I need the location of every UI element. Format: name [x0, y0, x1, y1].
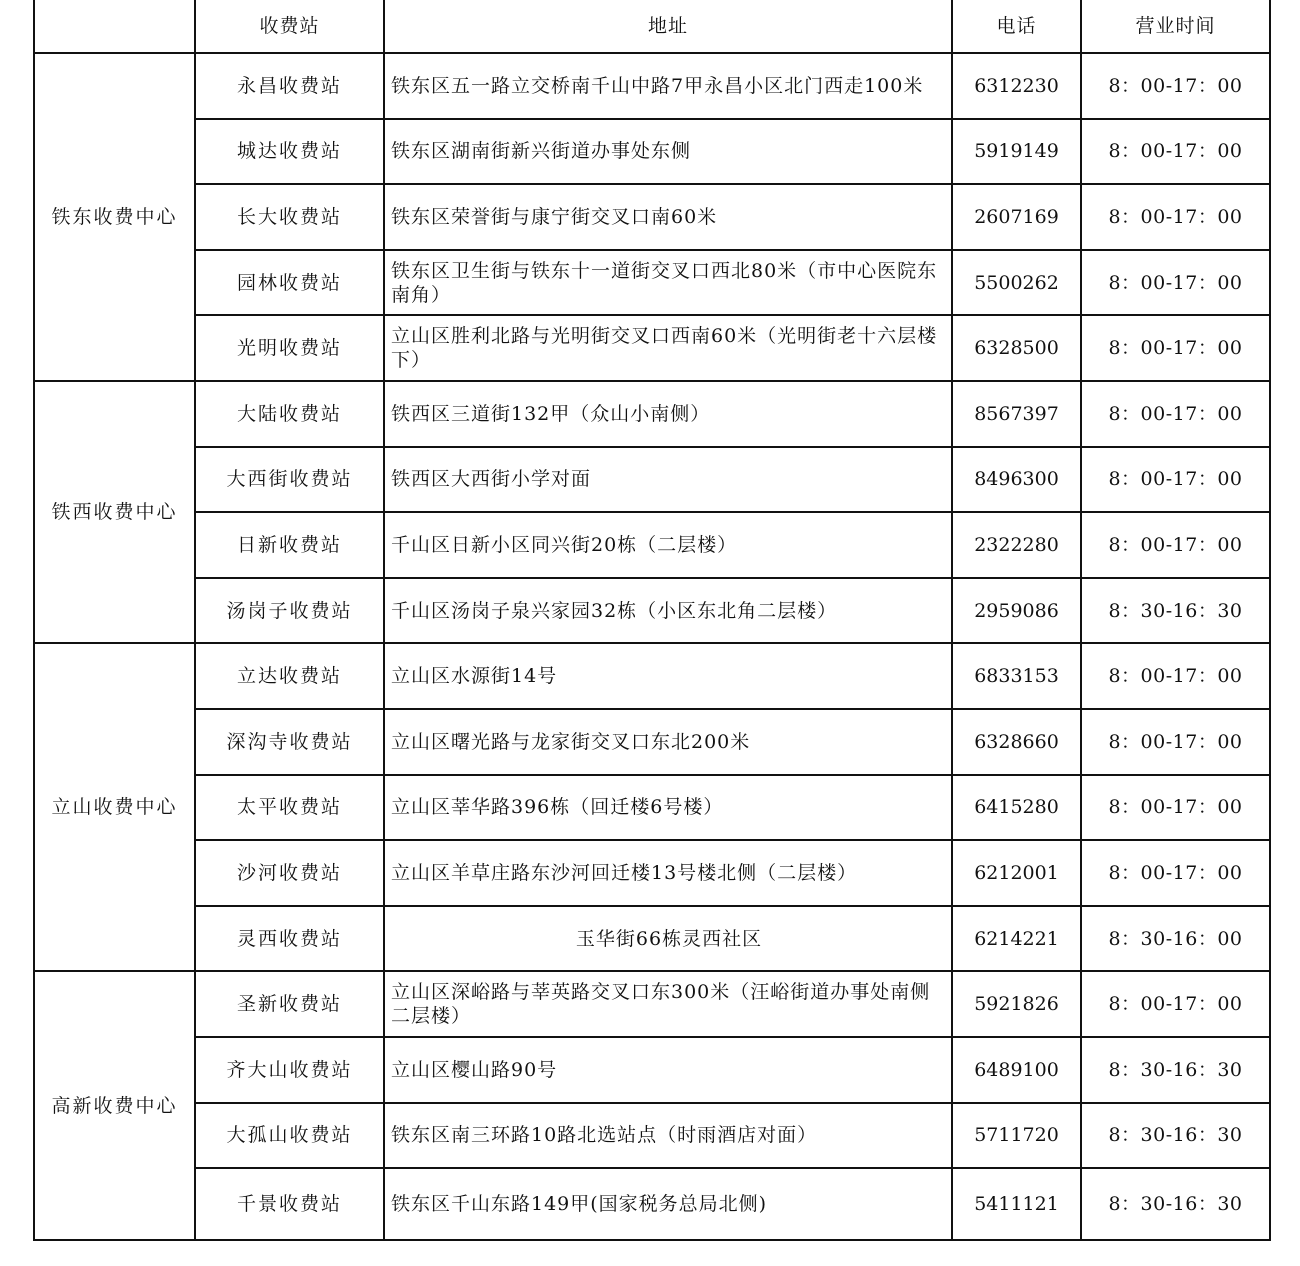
station-cell: 日新收费站: [195, 512, 384, 578]
table-row: [34, 971, 1270, 1037]
hours-cell: 8：30-16：30: [1081, 1103, 1270, 1169]
table-row: [34, 512, 1270, 578]
center-cell-tiexi: 铁西收费中心: [34, 381, 195, 643]
address-cell: 铁东区南三环路10路北选站点（时雨酒店对面）: [384, 1103, 952, 1169]
phone-cell: 8496300: [952, 447, 1081, 513]
station-cell: 圣新收费站: [195, 971, 384, 1037]
header-hours: 营业时间: [1081, 0, 1270, 53]
table-row: [34, 250, 1270, 316]
phone-cell: 2322280: [952, 512, 1081, 578]
phone-cell: 6312230: [952, 53, 1081, 119]
station-cell: 大陆收费站: [195, 381, 384, 447]
header-address: 地址: [384, 0, 952, 53]
hours-cell: 8：30-16：30: [1081, 578, 1270, 644]
station-cell: 大孤山收费站: [195, 1103, 384, 1169]
table-row: [34, 578, 1270, 644]
address-cell: 铁西区三道街132甲（众山小南侧）: [384, 381, 952, 447]
fee-stations-table: [33, 0, 1271, 1241]
table-row: [34, 315, 1270, 381]
hours-cell: 8：00-17：00: [1081, 184, 1270, 250]
hours-cell: 8：00-17：00: [1081, 512, 1270, 578]
station-cell: 深沟寺收费站: [195, 709, 384, 775]
table-row: [34, 1168, 1270, 1240]
phone-cell: 6328500: [952, 315, 1081, 381]
table-row: [34, 119, 1270, 185]
table-row: [34, 643, 1270, 709]
hours-cell: 8：00-17：00: [1081, 381, 1270, 447]
phone-cell: 5921826: [952, 971, 1081, 1037]
station-cell: 光明收费站: [195, 315, 384, 381]
station-cell: 园林收费站: [195, 250, 384, 316]
address-cell: 立山区曙光路与龙家街交叉口东北200米: [384, 709, 952, 775]
address-cell: 立山区深峪路与莘英路交叉口东300米（汪峪街道办事处南侧二层楼）: [384, 971, 952, 1037]
header-station: 收费站: [195, 0, 384, 53]
address-cell: 铁东区千山东路149甲(国家税务总局北侧): [384, 1168, 952, 1240]
address-cell: 立山区羊草庄路东沙河回迁楼13号楼北侧（二层楼）: [384, 840, 952, 906]
hours-cell: 8：00-17：00: [1081, 971, 1270, 1037]
center-cell-tiedong: 铁东收费中心: [34, 53, 195, 381]
address-cell: 铁东区卫生街与铁东十一道街交叉口西北80米（市中心医院东南角）: [384, 250, 952, 316]
address-cell: 立山区莘华路396栋（回迁楼6号楼）: [384, 775, 952, 841]
table-row: [34, 775, 1270, 841]
station-cell: 立达收费站: [195, 643, 384, 709]
hours-cell: 8：00-17：00: [1081, 315, 1270, 381]
station-cell: 城达收费站: [195, 119, 384, 185]
station-cell: 灵西收费站: [195, 906, 384, 972]
hours-cell: 8：30-16：30: [1081, 1037, 1270, 1103]
hours-cell: 8：30-16：30: [1081, 1168, 1270, 1240]
station-cell: 长大收费站: [195, 184, 384, 250]
table-row: [34, 447, 1270, 513]
hours-cell: 8：00-17：00: [1081, 775, 1270, 841]
phone-cell: 8567397: [952, 381, 1081, 447]
phone-cell: 2607169: [952, 184, 1081, 250]
address-cell: 立山区樱山路90号: [384, 1037, 952, 1103]
address-cell: 铁东区五一路立交桥南千山中路7甲永昌小区北门西走100米: [384, 53, 952, 119]
hours-cell: 8：00-17：00: [1081, 709, 1270, 775]
table-row: [34, 906, 1270, 972]
phone-cell: 5500262: [952, 250, 1081, 316]
station-cell: 大西街收费站: [195, 447, 384, 513]
address-cell: 玉华街66栋灵西社区: [384, 906, 952, 972]
phone-cell: 6214221: [952, 906, 1081, 972]
station-cell: 沙河收费站: [195, 840, 384, 906]
phone-cell: 6833153: [952, 643, 1081, 709]
hours-cell: 8：00-17：00: [1081, 119, 1270, 185]
phone-cell: 5919149: [952, 119, 1081, 185]
phone-cell: 5711720: [952, 1103, 1081, 1169]
phone-cell: 6328660: [952, 709, 1081, 775]
table-row: [34, 381, 1270, 447]
phone-cell: 5411121: [952, 1168, 1081, 1240]
table-row: [34, 840, 1270, 906]
address-cell: 铁西区大西街小学对面: [384, 447, 952, 513]
header-row: [34, 0, 1270, 53]
hours-cell: 8：00-17：00: [1081, 250, 1270, 316]
phone-cell: 2959086: [952, 578, 1081, 644]
hours-cell: 8：00-17：00: [1081, 447, 1270, 513]
phone-cell: 6415280: [952, 775, 1081, 841]
station-cell: 太平收费站: [195, 775, 384, 841]
table-row: [34, 709, 1270, 775]
station-cell: 永昌收费站: [195, 53, 384, 119]
address-cell: 立山区水源街14号: [384, 643, 952, 709]
table-row: [34, 1037, 1270, 1103]
table-row: [34, 1103, 1270, 1169]
station-cell: 汤岗子收费站: [195, 578, 384, 644]
hours-cell: 8：00-17：00: [1081, 840, 1270, 906]
center-cell-lishan: 立山收费中心: [34, 643, 195, 971]
header-phone: 电话: [952, 0, 1081, 53]
center-cell-gaoxin: 高新收费中心: [34, 971, 195, 1240]
header-center: [34, 0, 195, 53]
address-cell: 千山区日新小区同兴街20栋（二层楼）: [384, 512, 952, 578]
station-cell: 齐大山收费站: [195, 1037, 384, 1103]
station-cell: 千景收费站: [195, 1168, 384, 1240]
table-row: [34, 53, 1270, 119]
hours-cell: 8：30-16：00: [1081, 906, 1270, 972]
address-cell: 立山区胜利北路与光明街交叉口西南60米（光明街老十六层楼下）: [384, 315, 952, 381]
hours-cell: 8：00-17：00: [1081, 53, 1270, 119]
address-cell: 铁东区湖南街新兴街道办事处东侧: [384, 119, 952, 185]
address-cell: 铁东区荣誉街与康宁街交叉口南60米: [384, 184, 952, 250]
phone-cell: 6489100: [952, 1037, 1081, 1103]
address-cell: 千山区汤岗子泉兴家园32栋（小区东北角二层楼）: [384, 578, 952, 644]
table-row: [34, 184, 1270, 250]
phone-cell: 6212001: [952, 840, 1081, 906]
hours-cell: 8：00-17：00: [1081, 643, 1270, 709]
